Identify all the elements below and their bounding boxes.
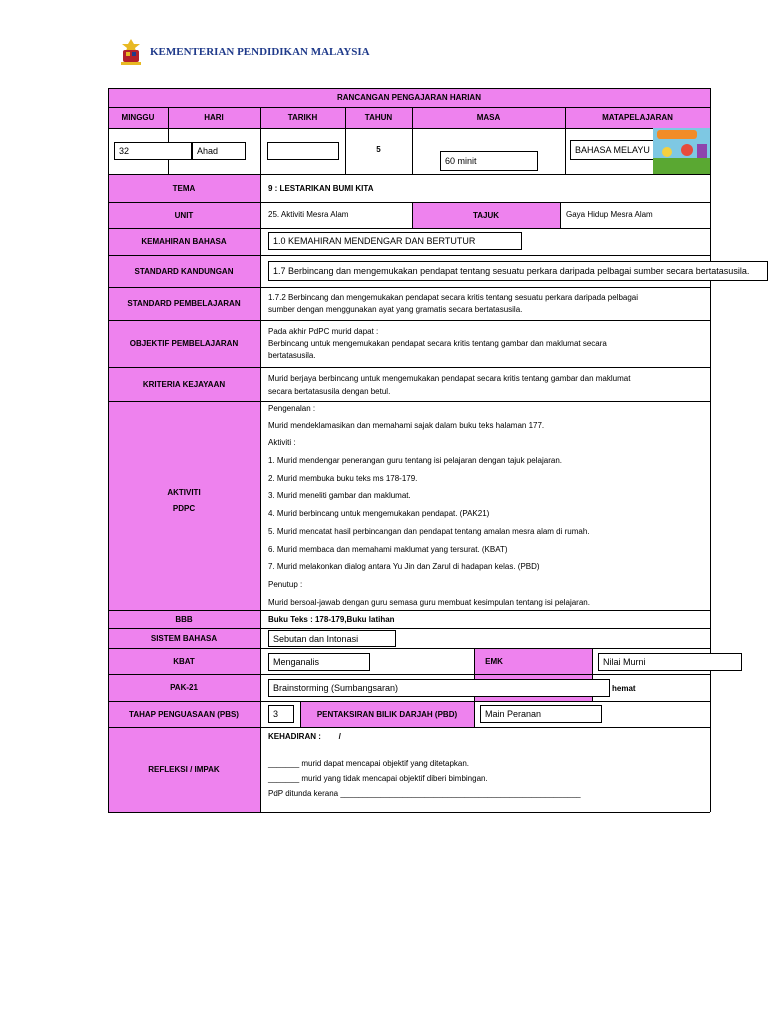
label-kriteria: KRITERIA KEJAYAAN [142,379,226,389]
minggu-field[interactable]: 32 [114,142,192,160]
sistem-bahasa-field[interactable]: Sebutan dan Intonasi [268,630,396,647]
objektif-line: Pada akhir PdPC murid dapat : [268,327,379,336]
label-standard-pembelajaran: STANDARD PEMBELAJARAN [127,299,241,308]
pak21-field[interactable]: Brainstorming (Sumbangsaran) [268,679,610,697]
textbook-cover-icon [653,128,710,174]
label-aktiviti-text: AKTIVITI [167,487,201,497]
label-tajuk: TAJUK [472,210,500,220]
kriteria-line: secara bertatasusila dengan betul. [268,387,391,396]
refleksi-line: _______ murid dapat mencapai objektif yang ditetapkan. [268,759,470,768]
aktiviti-line: 3. Murid meneliti gambar dan maklumat. [268,491,411,500]
label-sistem-bahasa: SISTEM BAHASA [150,633,218,643]
aktiviti-line: 5. Murid mencatat hasil perbincangan dan pendapat tentang amalan mesra alam di rumah. [268,527,590,536]
col-masa: MASA [476,113,501,122]
pak21-extra-value: hemat [612,684,636,693]
pbd-field[interactable]: Main Peranan [480,705,602,723]
standard-pembelajaran-line: sumber dengan menggunakan ayat yang gramatis secara bertatasusila. [268,305,523,314]
ministry-name: KEMENTERIAN PENDIDIKAN MALAYSIA [150,46,370,58]
label-emk: EMK [485,656,503,666]
aktiviti-line: 6. Murid membaca dan memahami maklumat yang tersurat. (KBAT) [268,545,508,554]
plan-title: RANCANGAN PENGAJARAN HARIAN [336,93,481,102]
label-aktiviti [108,485,260,515]
tahap-field[interactable]: 3 [268,705,294,723]
emk-field[interactable]: Nilai Murni [598,653,742,671]
col-hari: HARI [204,113,224,122]
masa-field[interactable]: 60 minit [440,151,538,171]
kehadiran-value: KEHADIRAN : / [268,732,341,741]
col-matapelajaran: MATAPELAJARAN [602,113,673,122]
tahun-value: 5 [376,145,381,154]
hari-field[interactable]: Ahad [192,142,246,160]
aktiviti-line: 2. Murid membuka buku teks ms 178-179. [268,474,418,483]
label-tahap-penguasaan: TAHAP PENGUASAAN (PBS) [129,709,239,719]
aktiviti-line: 4. Murid berbincang untuk mengemukakan pendapat. (PAK21) [268,509,490,518]
label-pbd: PENTAKSIRAN BILIK DARJAH (PBD) [316,709,458,719]
objektif-line: bertatasusila. [268,351,316,360]
label-objektif: OBJEKTIF PEMBELAJARAN [129,339,239,348]
aktiviti-line: Murid mendeklamasikan dan memahami sajak dalam buku teks halaman 177. [268,421,545,430]
bbb-value: Buku Teks : 178-179,Buku latihan [268,615,395,624]
objektif-line: Berbincang untuk mengemukakan pendapat secara kritis tentang gambar dan maklumat secara [268,339,607,348]
label-bbb: BBB [175,614,193,624]
aktiviti-line: Pengenalan : [268,404,316,413]
tarikh-field[interactable] [267,142,339,160]
refleksi-line: PdP ditunda kerana ______________________________________________________ [268,789,581,798]
label-tema: TEMA [172,183,196,193]
kriteria-line: Murid berjaya berbincang untuk mengemukakan pendapat secara kritis tentang gambar dan maklumat [268,374,631,383]
tema-value: 9 : LESTARIKAN BUMI KITA [268,184,374,193]
kemahiran-bahasa-field[interactable]: 1.0 KEMAHIRAN MENDENGAR DAN BERTUTUR [268,232,522,250]
col-minggu: MINGGU [121,113,155,122]
matapelajaran-field[interactable]: BAHASA MELAYU [570,140,704,160]
aktiviti-line: 7. Murid melakonkan dialog antara Yu Jin dan Zarul di hadapan kelas. (PBD) [268,562,540,571]
ministry-header [118,38,378,68]
kbat-field[interactable]: Menganalis [268,653,370,671]
aktiviti-line: Aktiviti : [268,438,296,447]
col-tahun: TAHUN [364,113,393,122]
aktiviti-line: Murid bersoal-jawab dengan guru semasa guru membuat kesimpulan tentang isi pelajaran. [268,598,590,607]
label-unit: UNIT [174,210,194,220]
label-kbat: KBAT [173,656,195,666]
label-pdpc-text: PDPC [172,503,196,513]
refleksi-line: _______ murid yang tidak mencapai objektif diberi bimbingan. [268,774,488,783]
label-pak21: PAK-21 [170,683,198,692]
aktiviti-line: 1. Murid mendengar penerangan guru tentang isi pelajaran dengan tajuk pelajaran. [268,456,562,465]
label-refleksi: REFLEKSI / IMPAK [148,765,220,774]
label-standard-kandungan: STANDARD KANDUNGAN [134,266,234,276]
aktiviti-line: Penutup : [268,580,303,589]
standard-kandungan-field[interactable]: 1.7 Berbincang dan mengemukakan pendapat tentang sesuatu perkara daripada pelbagai sumber secara bertatasusila. [268,261,768,281]
coat-of-arms-icon [118,38,144,66]
label-kemahiran-bahasa: KEMAHIRAN BAHASA [141,237,227,246]
standard-pembelajaran-line: 1.7.2 Berbincang dan mengemukakan pendapat secara kritis tentang sesuatu perkara daripada pelbagai [268,293,639,302]
unit-value: 25. Aktiviti Mesra Alam [268,210,349,219]
col-tarikh: TARIKH [287,113,318,122]
tajuk-value: Gaya Hidup Mesra Alam [566,210,653,219]
